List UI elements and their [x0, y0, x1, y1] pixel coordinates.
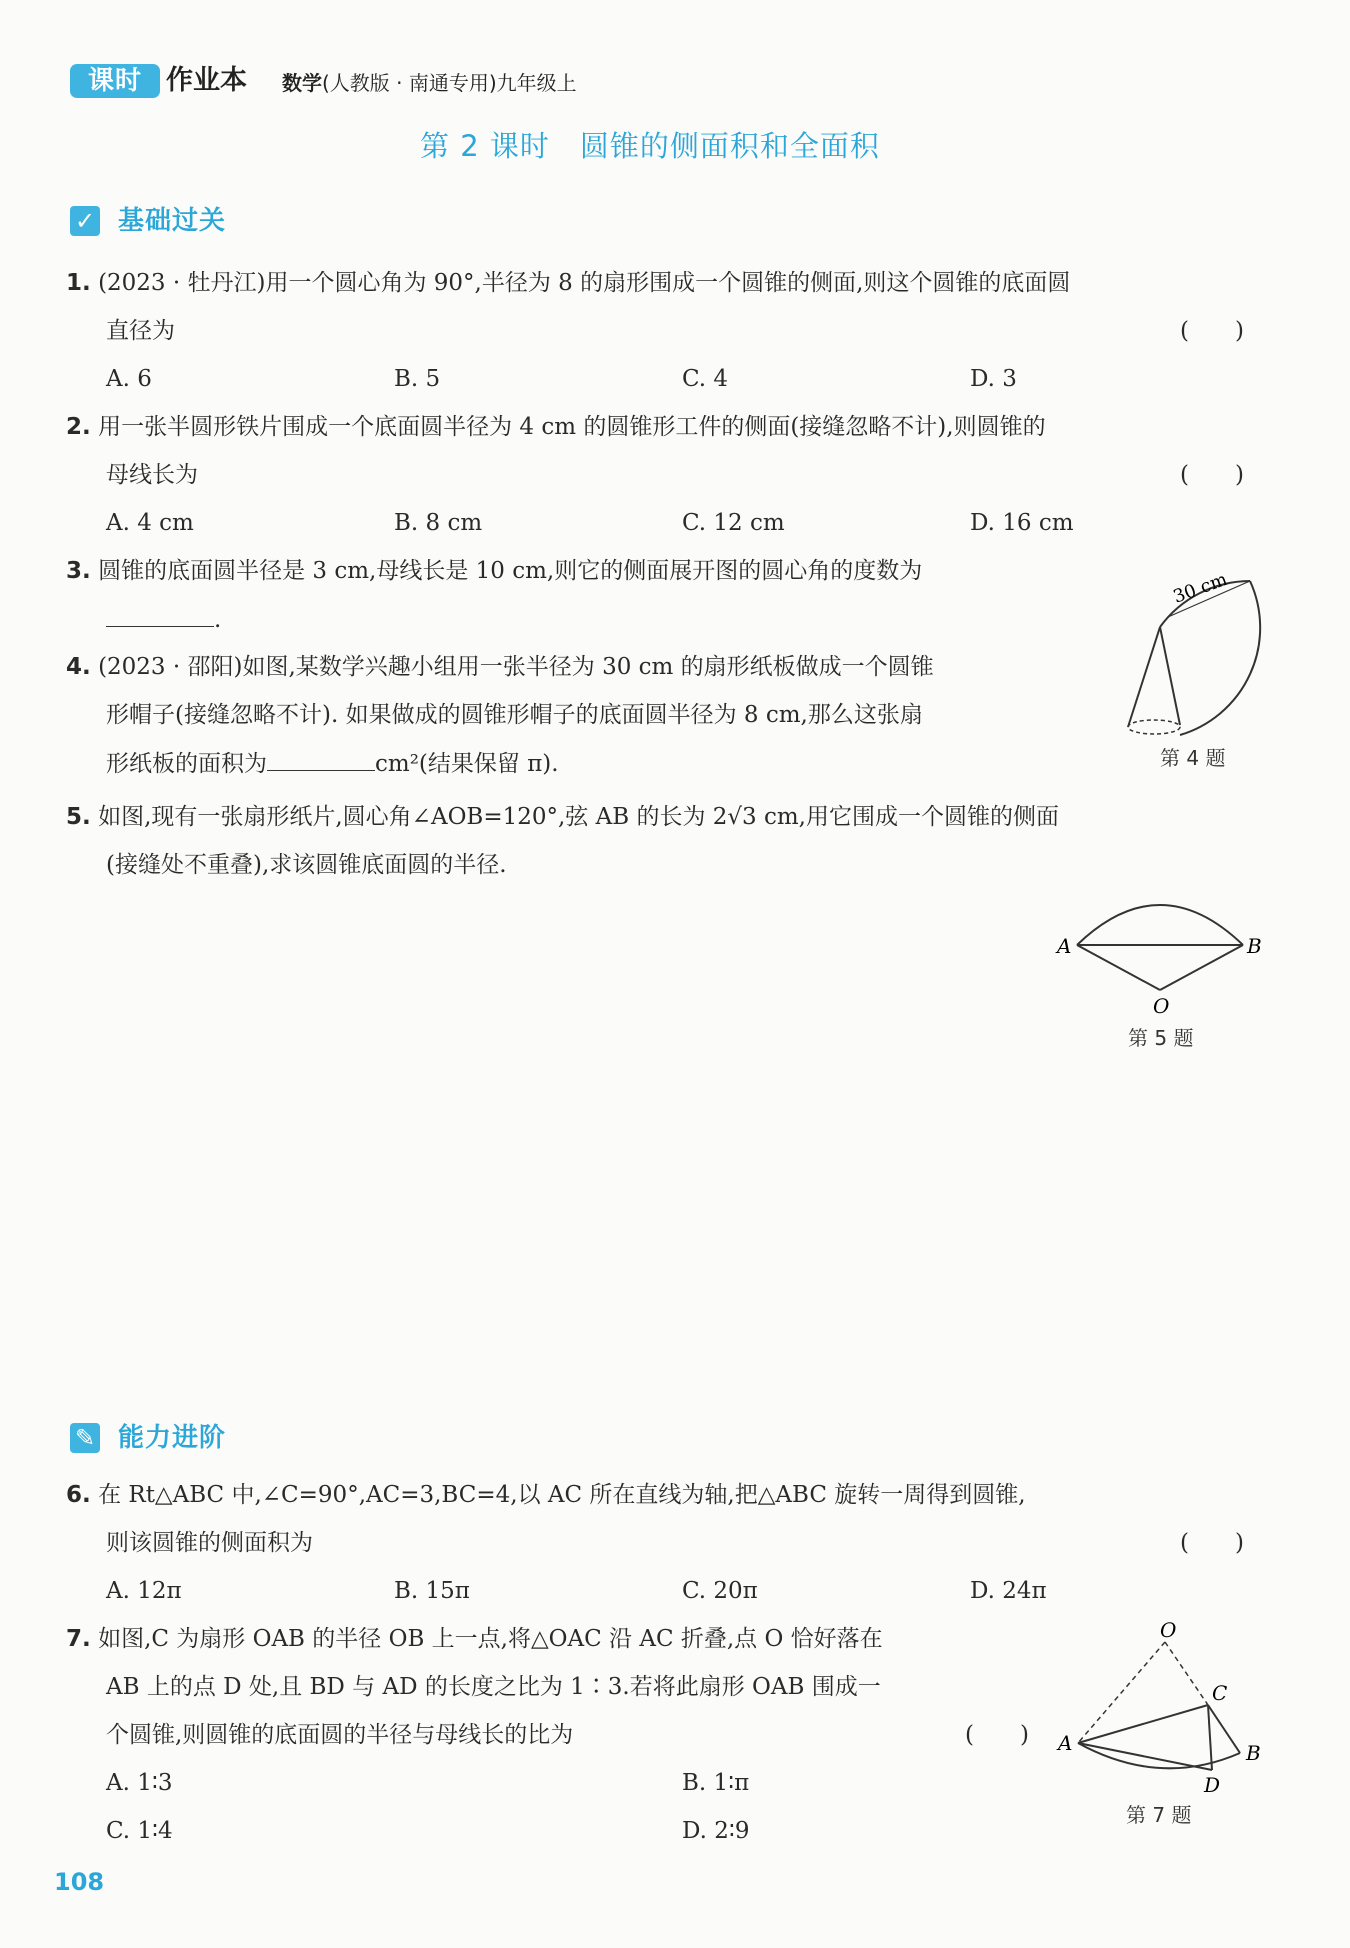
q6-answer-paren: ( ): [1180, 1530, 1244, 1556]
q7-line3: 个圆锥,则圆锥的底面圆的半径与母线长的比为: [106, 1722, 574, 1748]
q5-label-b: B: [1247, 934, 1262, 958]
q6-option-d: D. 24π: [970, 1578, 1047, 1604]
q7-label-c: C: [1212, 1681, 1228, 1705]
pencil-icon: ✎: [70, 1423, 100, 1453]
q7-caption: 第 7 题: [1126, 1803, 1192, 1827]
q7-option-d: D. 2∶9: [682, 1818, 750, 1844]
q6-line1: [66, 1480, 1026, 1510]
q7-segment-cd: [1208, 1705, 1212, 1770]
q5-radius-oa: [1077, 945, 1160, 990]
q3-text: 圆锥的底面圆半径是 3 cm,母线长是 10 cm,则它的侧面展开图的圆心角的度数为: [98, 558, 923, 584]
q7-radius-oa-dashed: [1078, 1642, 1165, 1743]
q4-text: (2023 · 邵阳)如图,某数学兴趣小组用一张半径为 30 cm 的扇形纸板做成一个圆锥: [98, 654, 934, 680]
q2-option-d: D. 16 cm: [970, 510, 1074, 536]
q2-text: 用一张半圆形铁片围成一个底面圆半径为 4 cm 的圆锥形工件的侧面(接缝忽略不计),则圆锥的: [98, 414, 1046, 440]
checkbox-icon: ✓: [70, 206, 100, 236]
q7-segment-cb: [1208, 1705, 1240, 1753]
q4-line1: [66, 652, 934, 682]
q7-label-d: D: [1204, 1773, 1221, 1797]
q4-cone-left-edge: [1128, 627, 1160, 727]
q7-text: 如图,C 为扇形 OAB 的半径 OB 上一点,将△OAC 沿 AC 折叠,点 O 恰好落在: [98, 1626, 883, 1652]
q7-label-a: A: [1058, 1731, 1073, 1755]
q2-answer-paren: ( ): [1180, 462, 1244, 488]
section-title-basic: 基础过关: [118, 206, 227, 236]
q3-line1: [66, 556, 922, 586]
q4-text-b: cm²(结果保留 π).: [375, 751, 559, 777]
q2-option-b: B. 8 cm: [394, 510, 483, 536]
section-title-advanced: 能力进阶: [118, 1423, 227, 1453]
q7-line2: AB 上的点 D 处,且 BD 与 AD 的长度之比为 1∶3.若将此扇形 OAB 围成一: [106, 1674, 881, 1700]
q5-arc: [1077, 905, 1243, 945]
q4-line2: 形帽子(接缝忽略不计). 如果做成的圆锥形帽子的底面圆半径为 8 cm,那么这张扇: [106, 702, 923, 728]
q2-line2: 母线长为: [106, 462, 198, 488]
figure-q5-sector: [1055, 895, 1275, 1035]
q7-label-b: B: [1246, 1741, 1261, 1765]
q6-option-c: C. 20π: [682, 1578, 758, 1604]
q3-answer-blank: [106, 604, 214, 627]
q4-line3: [106, 748, 559, 779]
q7-answer-paren: ( ): [965, 1722, 1029, 1748]
q7-arc-ab: [1078, 1743, 1240, 1768]
q6-option-b: B. 15π: [394, 1578, 470, 1604]
q2-option-c: C. 12 cm: [682, 510, 785, 536]
q2-line1: [66, 412, 1046, 442]
q7-option-b: B. 1∶π: [682, 1770, 750, 1796]
q1-answer-paren: ( ): [1180, 318, 1244, 344]
q5-line1: [66, 802, 1059, 832]
figure-q4-sector: [1110, 565, 1270, 745]
q3-line2: [106, 604, 221, 635]
q6-option-a: A. 12π: [106, 1578, 182, 1604]
q7-line1: [66, 1624, 883, 1654]
brand-logo: 课时: [70, 64, 160, 98]
brand-text: 作业本: [166, 65, 247, 96]
q1-option-a: A. 6: [106, 366, 152, 392]
q5-radius-ob: [1160, 945, 1243, 990]
q7-option-c: C. 1∶4: [106, 1818, 173, 1844]
q7-segment-oc-dashed: [1165, 1642, 1208, 1705]
q1-text: (2023 · 牡丹江)用一个圆心角为 90°,半径为 8 的扇形围成一个圆锥的侧面,则这个圆锥的底面圆: [98, 270, 1071, 296]
subject-detail: (人教版 · 南通专用)九年级上: [322, 71, 577, 95]
q7-label-o: O: [1160, 1620, 1177, 1642]
q3-number: 3.: [66, 558, 91, 584]
lesson-title: 第 2 课时 圆锥的侧面积和全面积: [420, 129, 880, 163]
figure-q7-sector: [1050, 1620, 1275, 1815]
q1-option-b: B. 5: [394, 366, 441, 392]
q5-label-o: O: [1153, 994, 1170, 1018]
q7-option-a: A. 1∶3: [106, 1770, 173, 1796]
q4-number: 4.: [66, 654, 91, 680]
q6-number: 6.: [66, 1482, 91, 1508]
q6-text: 在 Rt△ABC 中,∠C=90°,AC=3,BC=4,以 AC 所在直线为轴,把△ABC 旋转一周得到圆锥,: [98, 1482, 1026, 1508]
q5-label-a: A: [1057, 934, 1072, 958]
q4-text-a: 形纸板的面积为: [106, 751, 267, 777]
q6-line2: 则该圆锥的侧面积为: [106, 1530, 313, 1556]
q7-segment-ac: [1078, 1705, 1208, 1743]
q1-option-c: C. 4: [682, 366, 729, 392]
q5-line2: (接缝处不重叠),求该圆锥底面圆的半径.: [106, 852, 507, 878]
q7-number: 7.: [66, 1626, 91, 1652]
q4-caption: 第 4 题: [1160, 746, 1226, 770]
q1-line1: [66, 268, 1070, 298]
q4-cone-right-edge: [1160, 627, 1180, 725]
q1-option-d: D. 3: [970, 366, 1017, 392]
q2-option-a: A. 4 cm: [106, 510, 194, 536]
q2-number: 2.: [66, 414, 91, 440]
q4-cone-base: [1128, 720, 1180, 734]
q3-end: .: [214, 607, 222, 633]
q4-arc-right: [1180, 581, 1260, 735]
q5-caption: 第 5 题: [1128, 1026, 1194, 1050]
subject-main: 数学: [282, 71, 322, 95]
subject-label: [282, 70, 577, 96]
q5-number: 5.: [66, 804, 91, 830]
page-number: 108: [54, 1868, 105, 1896]
q1-line2: 直径为: [106, 318, 175, 344]
q4-dimension-label: 30 cm: [1170, 568, 1231, 608]
q1-number: 1.: [66, 270, 91, 296]
q5-text: 如图,现有一张扇形纸片,圆心角∠AOB=120°,弦 AB 的长为 2√3 cm,用它围成一个圆锥的侧面: [98, 804, 1059, 830]
q4-answer-blank: [267, 748, 375, 771]
